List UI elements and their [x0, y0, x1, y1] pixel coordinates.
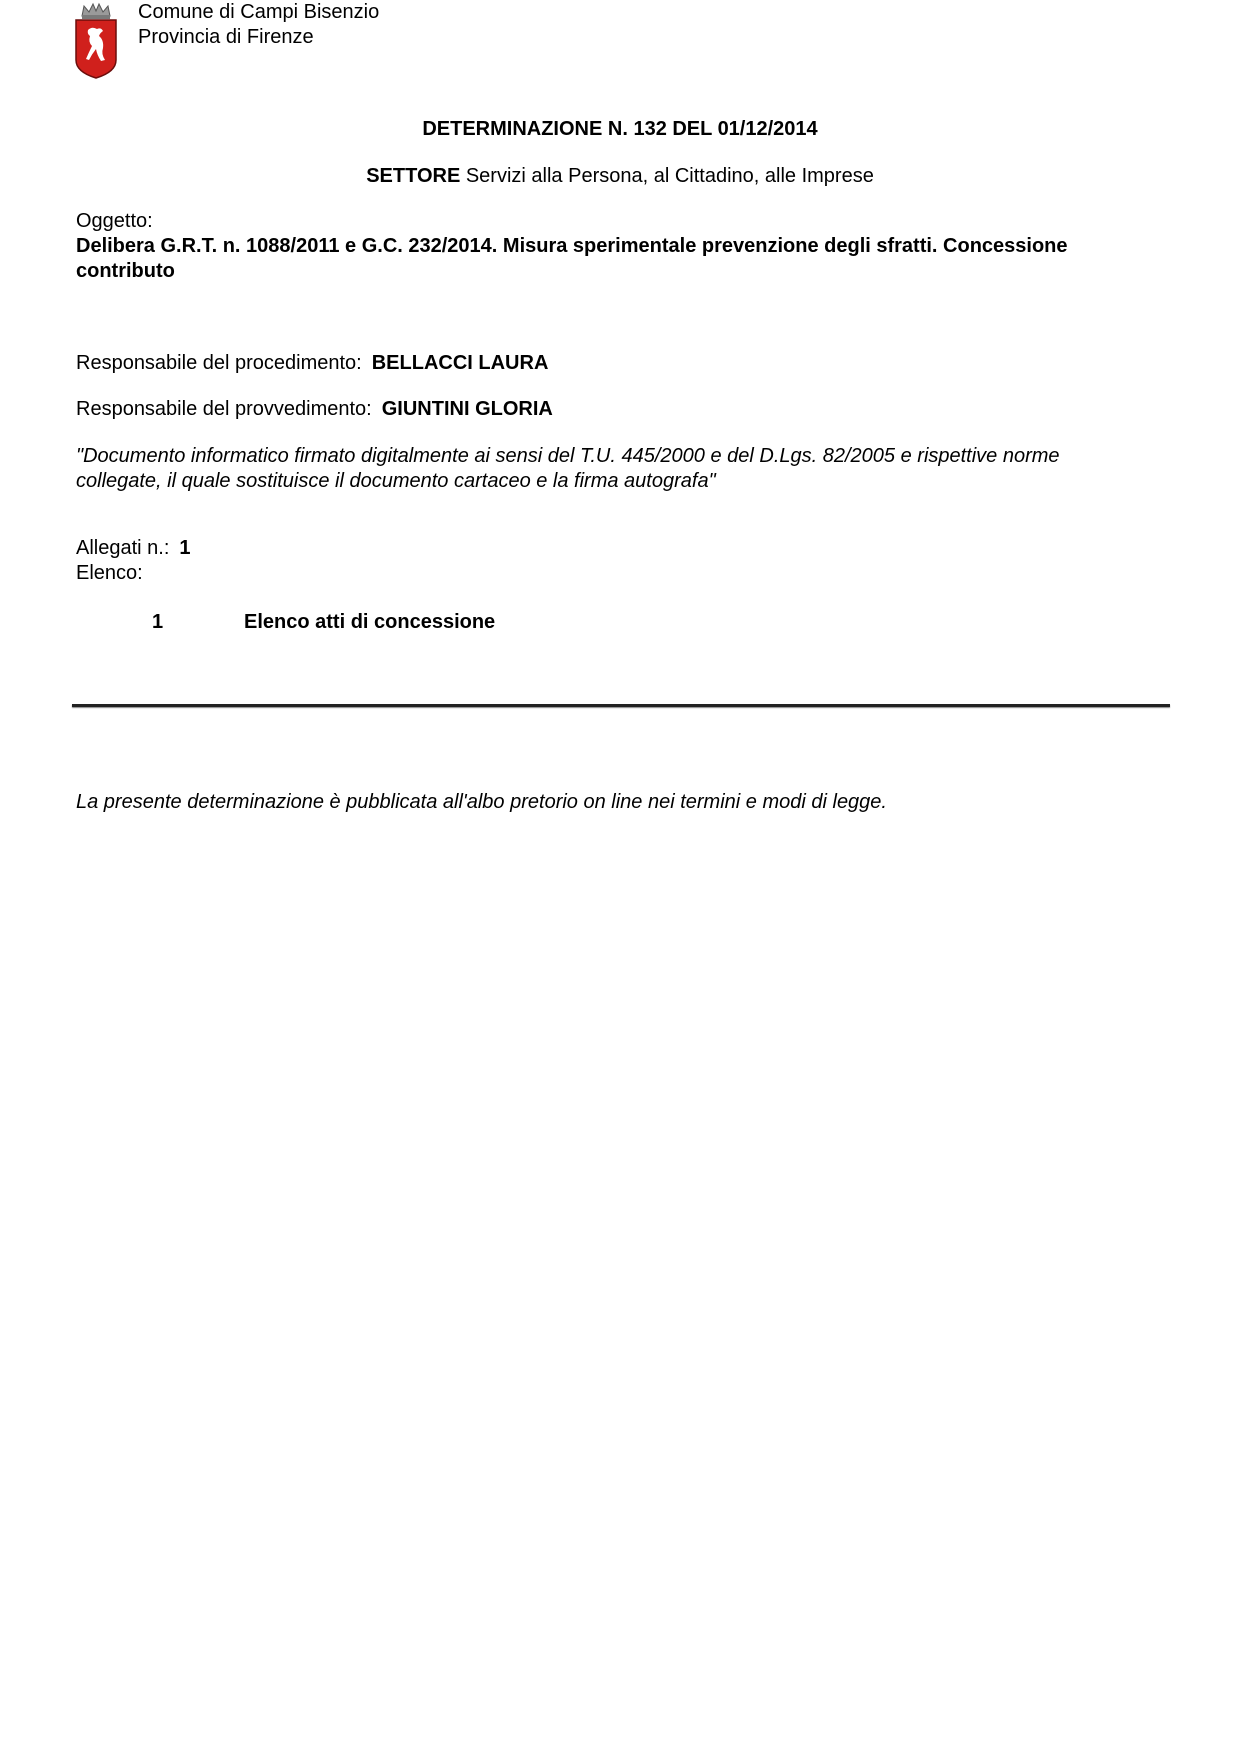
oggetto-label: Oggetto: — [76, 210, 153, 232]
allegati-count: 1 — [179, 537, 191, 559]
document-title: DETERMINAZIONE N. 132 DEL 01/12/2014 — [422, 118, 818, 140]
publication-note: La presente determinazione è pubblicata all'albo pretorio on line nei termini e modi di legge. — [76, 791, 887, 813]
resp-provvedimento-name: GIUNTINI GLORIA — [381, 398, 553, 420]
coat-of-arms-icon — [74, 2, 118, 80]
settore-value: Servizi alla Persona, al Cittadino, alle Imprese — [465, 165, 874, 187]
oggetto-text: Delibera G.R.T. n. 1088/2011 e G.C. 232/2014. Misura sperimentale prevenzione degli sfratti. Concessione contributo — [76, 235, 1068, 282]
resp-procedimento-label: Responsabile del procedimento: — [76, 352, 362, 374]
resp-procedimento-name: BELLACCI LAURA — [371, 352, 549, 374]
signature-note: "Documento informatico firmato digitalmente ai sensi del T.U. 445/2000 e del D.Lgs. 82/2005 e rispettive norme collegate, il quale sostituisce il documento cartaceo e la firma autografa" — [76, 445, 1060, 492]
allegati-line — [76, 536, 191, 561]
settore-label: SETTORE — [366, 165, 461, 187]
province-name: Provincia di Firenze — [138, 26, 314, 48]
elenco-item-description: Elenco atti di concessione — [244, 611, 496, 633]
elenco-item-number: 1 — [152, 611, 164, 633]
municipality-header — [138, 0, 379, 50]
horizontal-divider — [72, 704, 1170, 707]
elenco-label: Elenco: — [76, 562, 143, 584]
responsabile-provvedimento — [76, 398, 553, 421]
municipality-name: Comune di Campi Bisenzio — [138, 1, 380, 23]
settore-line — [0, 165, 1240, 188]
resp-provvedimento-label: Responsabile del provvedimento: — [76, 398, 372, 420]
allegati-block — [76, 536, 191, 586]
responsabile-procedimento — [76, 352, 548, 375]
allegati-label: Allegati n.: — [76, 537, 170, 559]
